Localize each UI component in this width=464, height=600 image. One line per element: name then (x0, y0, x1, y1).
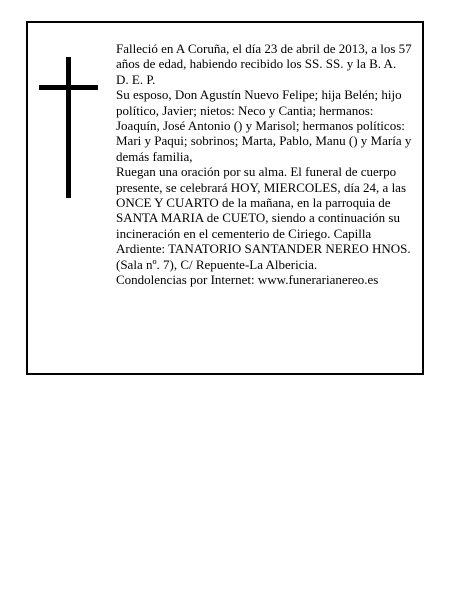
rest-in-peace: D. E. P. (116, 71, 156, 87)
death-announcement: Falleció en A Coruña, el día 23 de abril de 2013, a los 57 años de edad, habiendo recibido los SS. SS. y la B. A. (116, 41, 412, 72)
condolences-line: Condolencias por Internet: www.funerarianereo.es (116, 272, 379, 288)
cross-horizontal-bar (39, 85, 98, 90)
cross-vertical-bar (66, 57, 71, 198)
family-list: Su esposo, Don Agustín Nuevo Felipe; hija Belén; hijo político, Javier; nietos: Neco y Cantia; hermanos: Joaquín, José Antonio () y Marisol; hermanos políticos: Mari y Paqui; sobrinos; Marta, Pablo, Manu () y María y demás familia, (116, 87, 412, 164)
notice-body (116, 41, 416, 288)
obituary-notice (26, 21, 424, 375)
funeral-details: Ruegan una oración por su alma. El funeral de cuerpo presente, se celebrará HOY, MIERCOLES, día 24, a las ONCE Y CUARTO de la mañana, en la parroquia de SANTA MARIA de CUETO, siendo a continuación su incineración en el cementerio de Ciriego. Capilla Ardiente: TANATORIO SANTANDER NEREO HNOS. (Sala nº. 7), C/ Repuente-La Albericia. (116, 164, 411, 272)
